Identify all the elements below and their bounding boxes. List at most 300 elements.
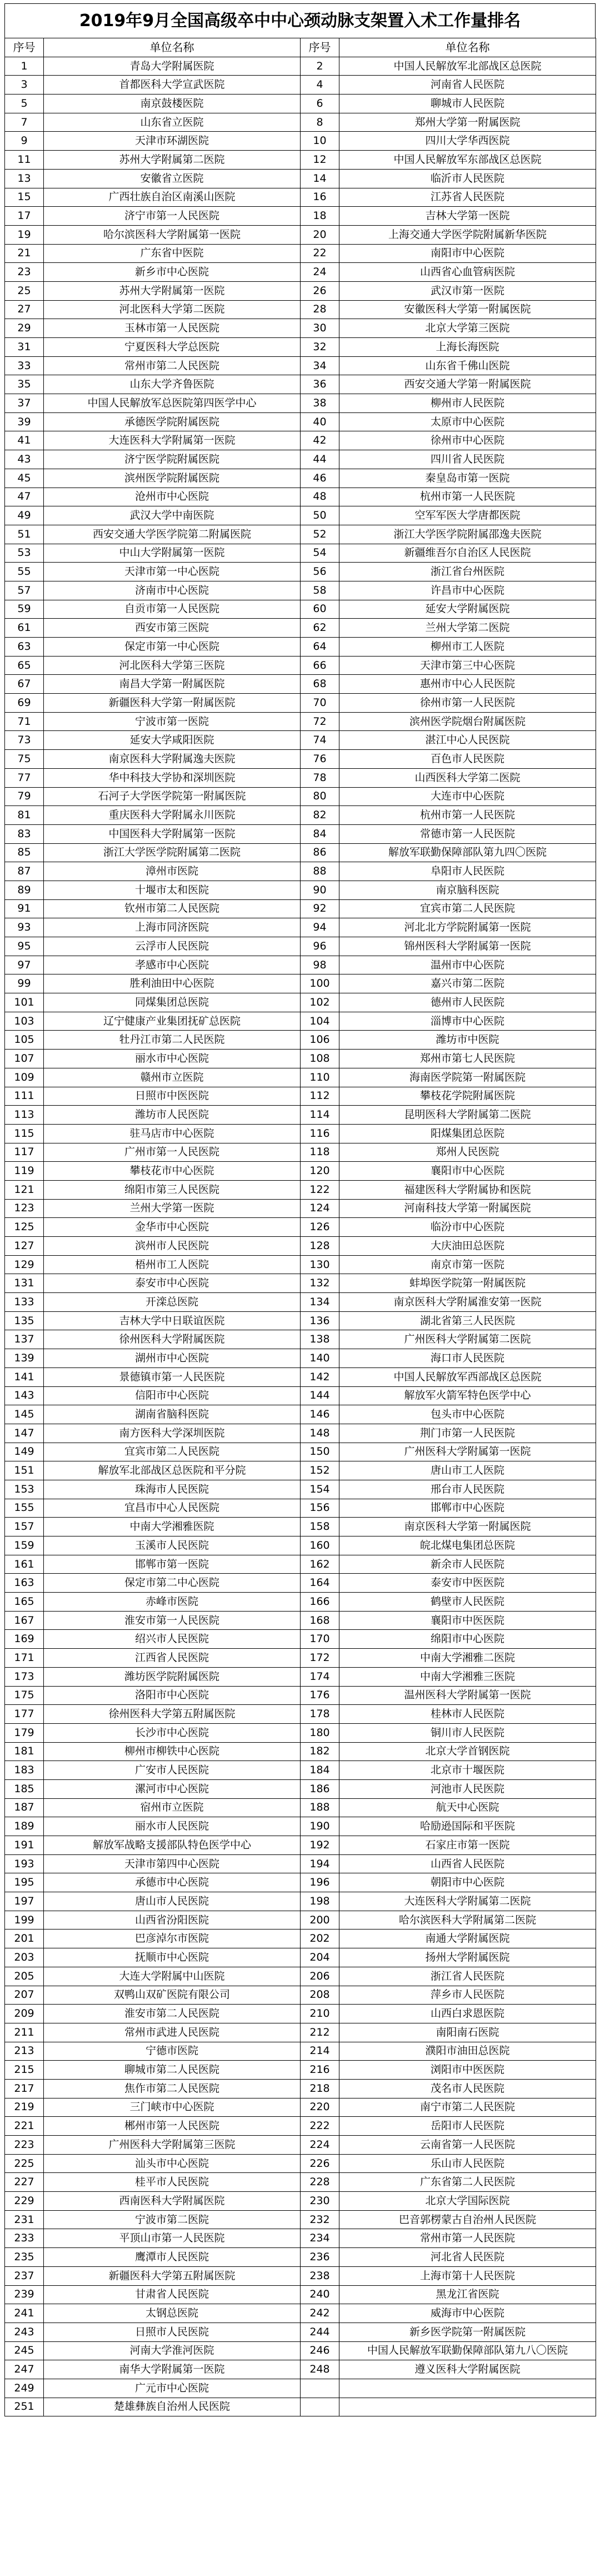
hospital-name-cell: 广州市第一人民医院 xyxy=(44,1143,301,1162)
table-row xyxy=(5,1012,596,1031)
rank-cell: 238 xyxy=(301,2266,339,2285)
rank-cell: 143 xyxy=(5,1386,44,1405)
hospital-name-cell: 中山大学附属第一医院 xyxy=(44,544,301,563)
hospital-name-cell: 攀枝花市中心医院 xyxy=(44,1162,301,1181)
rank-cell: 223 xyxy=(5,2136,44,2155)
hospital-name-cell: 山西省汾阳医院 xyxy=(44,1911,301,1929)
rank-cell: 86 xyxy=(301,843,339,862)
hospital-name-cell: 郑州市第七人民医院 xyxy=(339,1050,596,1068)
rank-cell: 166 xyxy=(301,1593,339,1612)
rank-cell: 170 xyxy=(301,1630,339,1649)
hospital-name-cell: 湖北省第三人民医院 xyxy=(339,1311,596,1330)
hospital-name-cell: 宁波市第二医院 xyxy=(44,2210,301,2229)
hospital-name-cell: 太钢总医院 xyxy=(44,2304,301,2323)
table-row xyxy=(5,918,596,937)
hospital-name-cell: 西安市第三医院 xyxy=(44,619,301,638)
hospital-name-cell: 山东省千佛山医院 xyxy=(339,356,596,375)
hospital-name-cell: 河南省人民医院 xyxy=(339,76,596,95)
hospital-name-cell: 延安大学咸阳医院 xyxy=(44,731,301,750)
rank-cell: 57 xyxy=(5,581,44,600)
hospital-name-cell: 南宁市第二人民医院 xyxy=(339,2098,596,2117)
rank-cell: 3 xyxy=(5,76,44,95)
hospital-name-cell: 邢台市人民医院 xyxy=(339,1480,596,1499)
table-row xyxy=(5,188,596,207)
rank-cell: 171 xyxy=(5,1649,44,1668)
hospital-name-cell: 锦州医科大学附属第一医院 xyxy=(339,937,596,956)
rank-cell: 68 xyxy=(301,675,339,694)
hospital-name-cell: 浙江大学医学院附属邵逸夫医院 xyxy=(339,525,596,544)
table-row xyxy=(5,2360,596,2379)
hospital-name-cell: 空军军医大学唐都医院 xyxy=(339,506,596,525)
rank-cell: 217 xyxy=(5,2079,44,2098)
rank-cell: 114 xyxy=(301,1106,339,1125)
table-row xyxy=(5,1106,596,1125)
hospital-name-cell: 湖南省脑科医院 xyxy=(44,1405,301,1424)
rank-cell: 81 xyxy=(5,806,44,825)
hospital-name-cell: 浏阳市中医医院 xyxy=(339,2061,596,2080)
rank-cell: 221 xyxy=(5,2117,44,2136)
hospital-name-cell: 常德市第一人民医院 xyxy=(339,824,596,843)
rank-cell: 195 xyxy=(5,1873,44,1892)
table-row xyxy=(5,2079,596,2098)
hospital-name-cell xyxy=(339,2379,596,2398)
rank-cell: 145 xyxy=(5,1405,44,1424)
rank-cell: 214 xyxy=(301,2042,339,2061)
hospital-name-cell: 广州医科大学附属第二医院 xyxy=(339,1330,596,1349)
rank-cell: 213 xyxy=(5,2042,44,2061)
hospital-name-cell: 徐州医科大学第五附属医院 xyxy=(44,1705,301,1724)
rank-cell: 16 xyxy=(301,188,339,207)
table-row xyxy=(5,2061,596,2080)
rank-cell: 183 xyxy=(5,1761,44,1780)
table-row xyxy=(5,1143,596,1162)
rank-cell xyxy=(301,2398,339,2416)
rank-cell: 154 xyxy=(301,1480,339,1499)
hospital-name-cell: 武汉大学中南医院 xyxy=(44,506,301,525)
table-row xyxy=(5,2173,596,2192)
hospital-name-cell: 苏州大学附属第二医院 xyxy=(44,151,301,170)
hospital-name-cell: 首都医科大学宣武医院 xyxy=(44,76,301,95)
hospital-name-cell: 德州市人民医院 xyxy=(339,993,596,1012)
rank-cell: 153 xyxy=(5,1480,44,1499)
hospital-name-cell: 河北医科大学第二医院 xyxy=(44,300,301,319)
rank-cell: 197 xyxy=(5,1892,44,1911)
rank-cell: 248 xyxy=(301,2360,339,2379)
table-row xyxy=(5,824,596,843)
rank-cell: 186 xyxy=(301,1779,339,1798)
hospital-name-cell: 牡丹江市第二人民医院 xyxy=(44,1031,301,1050)
table-row xyxy=(5,319,596,338)
table-row xyxy=(5,1667,596,1686)
hospital-name-cell: 泰安市中医医院 xyxy=(339,1574,596,1593)
rank-cell: 131 xyxy=(5,1274,44,1293)
rank-cell: 139 xyxy=(5,1349,44,1368)
hospital-name-cell: 苏州大学附属第一医院 xyxy=(44,281,301,300)
rank-cell: 128 xyxy=(301,1237,339,1256)
hospital-name-cell: 延安大学附属医院 xyxy=(339,600,596,619)
table-row xyxy=(5,656,596,675)
hospital-name-cell: 温州医科大学附属第一医院 xyxy=(339,1686,596,1705)
hospital-name-cell: 南京医科大学附属淮安第一医院 xyxy=(339,1293,596,1312)
table-row xyxy=(5,1367,596,1386)
hospital-name-cell: 青岛大学附属医院 xyxy=(44,57,301,76)
rank-cell: 72 xyxy=(301,712,339,731)
hospital-name-cell: 广西壮族自治区南溪山医院 xyxy=(44,188,301,207)
table-row xyxy=(5,1293,596,1312)
rank-cell: 96 xyxy=(301,937,339,956)
rank-cell: 102 xyxy=(301,993,339,1012)
hospital-name-cell: 遵义医科大学附属医院 xyxy=(339,2360,596,2379)
rank-cell: 246 xyxy=(301,2341,339,2360)
hospital-name-cell: 云南省第一人民医院 xyxy=(339,2136,596,2155)
hospital-name-cell: 漳州市医院 xyxy=(44,862,301,881)
hospital-name-cell: 潍坊医学院附属医院 xyxy=(44,1667,301,1686)
hospital-name-cell: 巴音郭楞蒙古自治州人民医院 xyxy=(339,2210,596,2229)
rank-cell: 4 xyxy=(301,76,339,95)
table-row xyxy=(5,1536,596,1555)
hospital-name-cell: 兰州大学第二医院 xyxy=(339,619,596,638)
table-row xyxy=(5,300,596,319)
hospital-name-cell: 安徽医科大学第一附属医院 xyxy=(339,300,596,319)
hospital-name-cell: 广东省第二人民医院 xyxy=(339,2173,596,2192)
rank-cell: 31 xyxy=(5,338,44,357)
rank-cell: 184 xyxy=(301,1761,339,1780)
hospital-name-cell: 梧州市工人医院 xyxy=(44,1255,301,1274)
hospital-name-cell: 沧州市中心医院 xyxy=(44,488,301,506)
rank-cell: 121 xyxy=(5,1180,44,1199)
hospital-name-cell: 郴州市第一人民医院 xyxy=(44,2117,301,2136)
hospital-name-cell: 嘉兴市第二医院 xyxy=(339,974,596,993)
hospital-name-cell: 洛阳市中心医院 xyxy=(44,1686,301,1705)
hospital-name-cell: 南京医科大学第一附属医院 xyxy=(339,1518,596,1536)
rank-cell: 6 xyxy=(301,95,339,113)
hospital-name-cell: 石河子大学医学院第一附属医院 xyxy=(44,787,301,806)
hospital-name-cell: 铜川市人民医院 xyxy=(339,1723,596,1742)
hospital-name-cell: 重庆医科大学附属永川医院 xyxy=(44,806,301,825)
rank-cell: 181 xyxy=(5,1742,44,1761)
hospital-name-cell: 天津市第一中心医院 xyxy=(44,563,301,581)
rank-cell: 175 xyxy=(5,1686,44,1705)
table-row xyxy=(5,2005,596,2023)
hospital-name-cell: 河池市人民医院 xyxy=(339,1779,596,1798)
rank-cell: 87 xyxy=(5,862,44,881)
table-row xyxy=(5,525,596,544)
rank-cell: 85 xyxy=(5,843,44,862)
table-row xyxy=(5,2341,596,2360)
hospital-name-cell: 自贡市第一人民医院 xyxy=(44,600,301,619)
rank-cell: 241 xyxy=(5,2304,44,2323)
hospital-name-cell: 泰安市中心医院 xyxy=(44,1274,301,1293)
table-row xyxy=(5,1349,596,1368)
hospital-name-cell: 淮安市第一人民医院 xyxy=(44,1611,301,1630)
table-row xyxy=(5,2248,596,2267)
hospital-name-cell: 华中科技大学协和深圳医院 xyxy=(44,768,301,787)
rank-cell: 191 xyxy=(5,1836,44,1855)
rank-cell: 56 xyxy=(301,563,339,581)
table-row xyxy=(5,338,596,357)
rank-cell: 80 xyxy=(301,787,339,806)
table-row xyxy=(5,1798,596,1817)
rank-cell: 215 xyxy=(5,2061,44,2080)
rank-cell: 232 xyxy=(301,2210,339,2229)
table-row xyxy=(5,1836,596,1855)
hospital-name-cell: 岳阳市人民医院 xyxy=(339,2117,596,2136)
table-row xyxy=(5,1723,596,1742)
table-row xyxy=(5,151,596,170)
rank-cell: 111 xyxy=(5,1087,44,1106)
hospital-name-cell: 珠海市人民医院 xyxy=(44,1480,301,1499)
hospital-name-cell: 北京市十堰医院 xyxy=(339,1761,596,1780)
table-row xyxy=(5,263,596,282)
hospital-name-cell: 新疆维吾尔自治区人民医院 xyxy=(339,544,596,563)
rank-cell: 93 xyxy=(5,918,44,937)
hospital-name-cell: 甘肃省人民医院 xyxy=(44,2285,301,2304)
table-row xyxy=(5,2285,596,2304)
hospital-name-cell: 许昌市中心医院 xyxy=(339,581,596,600)
hospital-name-cell: 秦皇岛市第一医院 xyxy=(339,469,596,488)
hospital-name-cell: 濮阳市油田总医院 xyxy=(339,2042,596,2061)
hospital-name-cell: 广州医科大学附属第三医院 xyxy=(44,2136,301,2155)
rank-cell: 41 xyxy=(5,431,44,450)
hospital-name-cell: 滨州医学院附属医院 xyxy=(44,469,301,488)
hospital-name-cell: 徐州市中心医院 xyxy=(339,431,596,450)
table-row xyxy=(5,581,596,600)
rank-cell: 137 xyxy=(5,1330,44,1349)
rank-cell: 224 xyxy=(301,2136,339,2155)
hospital-name-cell: 武汉市第一医院 xyxy=(339,281,596,300)
table-row xyxy=(5,881,596,899)
rank-cell: 161 xyxy=(5,1555,44,1574)
table-row xyxy=(5,488,596,506)
rank-cell: 105 xyxy=(5,1031,44,1050)
hospital-name-cell: 上海交通大学医学院附属新华医院 xyxy=(339,225,596,244)
table-row xyxy=(5,1274,596,1293)
rank-cell: 1 xyxy=(5,57,44,76)
hospital-name-cell: 临沂市人民医院 xyxy=(339,169,596,188)
rank-cell: 179 xyxy=(5,1723,44,1742)
rank-cell: 25 xyxy=(5,281,44,300)
rank-cell: 98 xyxy=(301,956,339,974)
hospital-name-cell: 中南大学湘雅三医院 xyxy=(339,1667,596,1686)
hospital-name-cell: 日照市人民医院 xyxy=(44,2323,301,2341)
hospital-name-cell: 漯河市中心医院 xyxy=(44,1779,301,1798)
rank-cell: 2 xyxy=(301,57,339,76)
table-row xyxy=(5,2379,596,2398)
hospital-name-cell: 丽水市人民医院 xyxy=(44,1817,301,1836)
table-row xyxy=(5,1929,596,1948)
rank-cell xyxy=(301,2379,339,2398)
rank-cell: 173 xyxy=(5,1667,44,1686)
rank-cell: 74 xyxy=(301,731,339,750)
table-row xyxy=(5,731,596,750)
rank-cell: 159 xyxy=(5,1536,44,1555)
rank-cell: 236 xyxy=(301,2248,339,2267)
hospital-name-cell: 河南科技大学第一附属医院 xyxy=(339,1199,596,1218)
rank-cell: 199 xyxy=(5,1911,44,1929)
hospital-name-cell: 柳州市柳铁中心医院 xyxy=(44,1742,301,1761)
hospital-name-cell: 解放军火箭军特色医学中心 xyxy=(339,1386,596,1405)
hospital-name-cell: 解放军战略支援部队特色医学中心 xyxy=(44,1836,301,1855)
rank-cell: 112 xyxy=(301,1087,339,1106)
hospital-name-cell: 上海市第十人民医院 xyxy=(339,2266,596,2285)
hospital-name-cell: 双鸭山双矿医院有限公司 xyxy=(44,1986,301,2005)
hospital-name-cell: 襄阳市中心医院 xyxy=(339,1162,596,1181)
table-header-row xyxy=(5,38,596,57)
hospital-name-cell: 山西白求恩医院 xyxy=(339,2005,596,2023)
hospital-name-cell: 广州医科大学附属第一医院 xyxy=(339,1443,596,1461)
rank-cell: 100 xyxy=(301,974,339,993)
hospital-name-cell: 桂林市人民医院 xyxy=(339,1705,596,1724)
hospital-name-cell: 滨州医学院烟台附属医院 xyxy=(339,712,596,731)
rank-cell: 205 xyxy=(5,1967,44,1986)
table-row xyxy=(5,244,596,263)
hospital-name-cell: 宜宾市第二人民医院 xyxy=(44,1443,301,1461)
rank-cell: 222 xyxy=(301,2117,339,2136)
rank-cell: 46 xyxy=(301,469,339,488)
hospital-name-cell: 滨州市人民医院 xyxy=(44,1237,301,1256)
hospital-name-cell: 上海市同济医院 xyxy=(44,918,301,937)
hospital-name-cell: 包头市中心医院 xyxy=(339,1405,596,1424)
rank-cell: 249 xyxy=(5,2379,44,2398)
table-row xyxy=(5,1892,596,1911)
hospital-name-cell: 杭州市第一人民医院 xyxy=(339,806,596,825)
rank-cell: 10 xyxy=(301,132,339,151)
rank-cell: 24 xyxy=(301,263,339,282)
rank-cell: 168 xyxy=(301,1611,339,1630)
hospital-name-cell: 广安市人民医院 xyxy=(44,1761,301,1780)
rank-cell: 47 xyxy=(5,488,44,506)
hospital-name-cell: 杭州市第一人民医院 xyxy=(339,488,596,506)
rank-cell: 138 xyxy=(301,1330,339,1349)
hospital-name-cell: 扬州大学附属医院 xyxy=(339,1948,596,1967)
hospital-name-cell: 南通大学附属医院 xyxy=(339,1929,596,1948)
rank-cell: 76 xyxy=(301,750,339,769)
rank-cell: 176 xyxy=(301,1686,339,1705)
hospital-name-cell: 浙江大学医学院附属第二医院 xyxy=(44,843,301,862)
rank-cell: 116 xyxy=(301,1124,339,1143)
table-row xyxy=(5,1499,596,1518)
rank-cell: 177 xyxy=(5,1705,44,1724)
table-row xyxy=(5,2398,596,2416)
rank-cell: 182 xyxy=(301,1742,339,1761)
rank-cell: 152 xyxy=(301,1461,339,1480)
rank-cell: 198 xyxy=(301,1892,339,1911)
table-row xyxy=(5,2323,596,2341)
rank-cell: 216 xyxy=(301,2061,339,2080)
rank-cell: 82 xyxy=(301,806,339,825)
table-row xyxy=(5,1817,596,1836)
table-row xyxy=(5,2154,596,2173)
table-row xyxy=(5,57,596,76)
rank-cell: 22 xyxy=(301,244,339,263)
rank-cell: 61 xyxy=(5,619,44,638)
rank-cell: 169 xyxy=(5,1630,44,1649)
rank-cell: 227 xyxy=(5,2173,44,2192)
hospital-name-cell: 新余市人民医院 xyxy=(339,1555,596,1574)
hospital-name-cell: 玉溪市人民医院 xyxy=(44,1536,301,1555)
hospital-name-cell: 四川省人民医院 xyxy=(339,450,596,469)
rank-cell: 245 xyxy=(5,2341,44,2360)
rank-cell: 226 xyxy=(301,2154,339,2173)
hospital-name-cell: 南京鼓楼医院 xyxy=(44,95,301,113)
rank-cell: 78 xyxy=(301,768,339,787)
rank-cell: 59 xyxy=(5,600,44,619)
rank-cell: 117 xyxy=(5,1143,44,1162)
table-row xyxy=(5,2304,596,2323)
rank-cell: 190 xyxy=(301,1817,339,1836)
table-row xyxy=(5,225,596,244)
header-rank-right: 序号 xyxy=(301,38,339,57)
hospital-name-cell: 辽宁健康产业集团抚矿总医院 xyxy=(44,1012,301,1031)
hospital-name-cell: 山东大学齐鲁医院 xyxy=(44,375,301,394)
rank-cell: 155 xyxy=(5,1499,44,1518)
table-row xyxy=(5,76,596,95)
hospital-name-cell: 徐州医科大学附属医院 xyxy=(44,1330,301,1349)
rank-cell: 91 xyxy=(5,899,44,918)
rank-cell: 7 xyxy=(5,113,44,132)
table-row xyxy=(5,2266,596,2285)
rank-cell: 160 xyxy=(301,1536,339,1555)
table-row xyxy=(5,1854,596,1873)
hospital-name-cell: 河北医科大学第三医院 xyxy=(44,656,301,675)
table-row xyxy=(5,899,596,918)
rank-cell: 180 xyxy=(301,1723,339,1742)
hospital-name-cell: 皖北煤电集团总医院 xyxy=(339,1536,596,1555)
hospital-name-cell: 海南医学院第一附属医院 xyxy=(339,1068,596,1087)
rank-cell: 129 xyxy=(5,1255,44,1274)
hospital-name-cell: 新乡医学院第一附属医院 xyxy=(339,2323,596,2341)
rank-cell: 204 xyxy=(301,1948,339,1967)
rank-cell: 157 xyxy=(5,1518,44,1536)
hospital-name-cell: 南阳南石医院 xyxy=(339,2023,596,2042)
hospital-name-cell: 萍乡市人民医院 xyxy=(339,1986,596,2005)
rank-cell: 151 xyxy=(5,1461,44,1480)
hospital-name-cell: 北京大学第三医院 xyxy=(339,319,596,338)
rank-cell: 62 xyxy=(301,619,339,638)
rank-cell: 58 xyxy=(301,581,339,600)
hospital-name-cell: 山西省人民医院 xyxy=(339,1854,596,1873)
rank-cell: 192 xyxy=(301,1836,339,1855)
hospital-name-cell: 天津市第四中心医院 xyxy=(44,1854,301,1873)
rank-cell: 39 xyxy=(5,412,44,431)
table-row xyxy=(5,1948,596,1967)
hospital-name-cell: 蚌埠医学院第一附属医院 xyxy=(339,1274,596,1293)
rank-cell: 150 xyxy=(301,1443,339,1461)
hospital-name-cell: 钦州市第二人民医院 xyxy=(44,899,301,918)
rank-cell: 251 xyxy=(5,2398,44,2416)
hospital-name-cell: 阜阳市人民医院 xyxy=(339,862,596,881)
header-unit-right: 单位名称 xyxy=(339,38,596,57)
hospital-name-cell xyxy=(339,2398,596,2416)
table-row xyxy=(5,281,596,300)
rank-cell: 19 xyxy=(5,225,44,244)
hospital-name-cell: 景德镇市第一人民医院 xyxy=(44,1367,301,1386)
rank-cell: 52 xyxy=(301,525,339,544)
rank-cell: 8 xyxy=(301,113,339,132)
hospital-name-cell: 兰州大学第一医院 xyxy=(44,1199,301,1218)
table-row xyxy=(5,1180,596,1199)
rank-cell: 43 xyxy=(5,450,44,469)
table-row xyxy=(5,2210,596,2229)
rank-cell: 103 xyxy=(5,1012,44,1031)
hospital-name-cell: 聊城市第二人民医院 xyxy=(44,2061,301,2080)
table-row xyxy=(5,1779,596,1798)
table-row xyxy=(5,638,596,657)
hospital-name-cell: 吉林大学中日联谊医院 xyxy=(44,1311,301,1330)
rank-cell: 212 xyxy=(301,2023,339,2042)
hospital-name-cell: 邯郸市第一医院 xyxy=(44,1555,301,1574)
hospital-name-cell: 湖州市中心医院 xyxy=(44,1349,301,1368)
